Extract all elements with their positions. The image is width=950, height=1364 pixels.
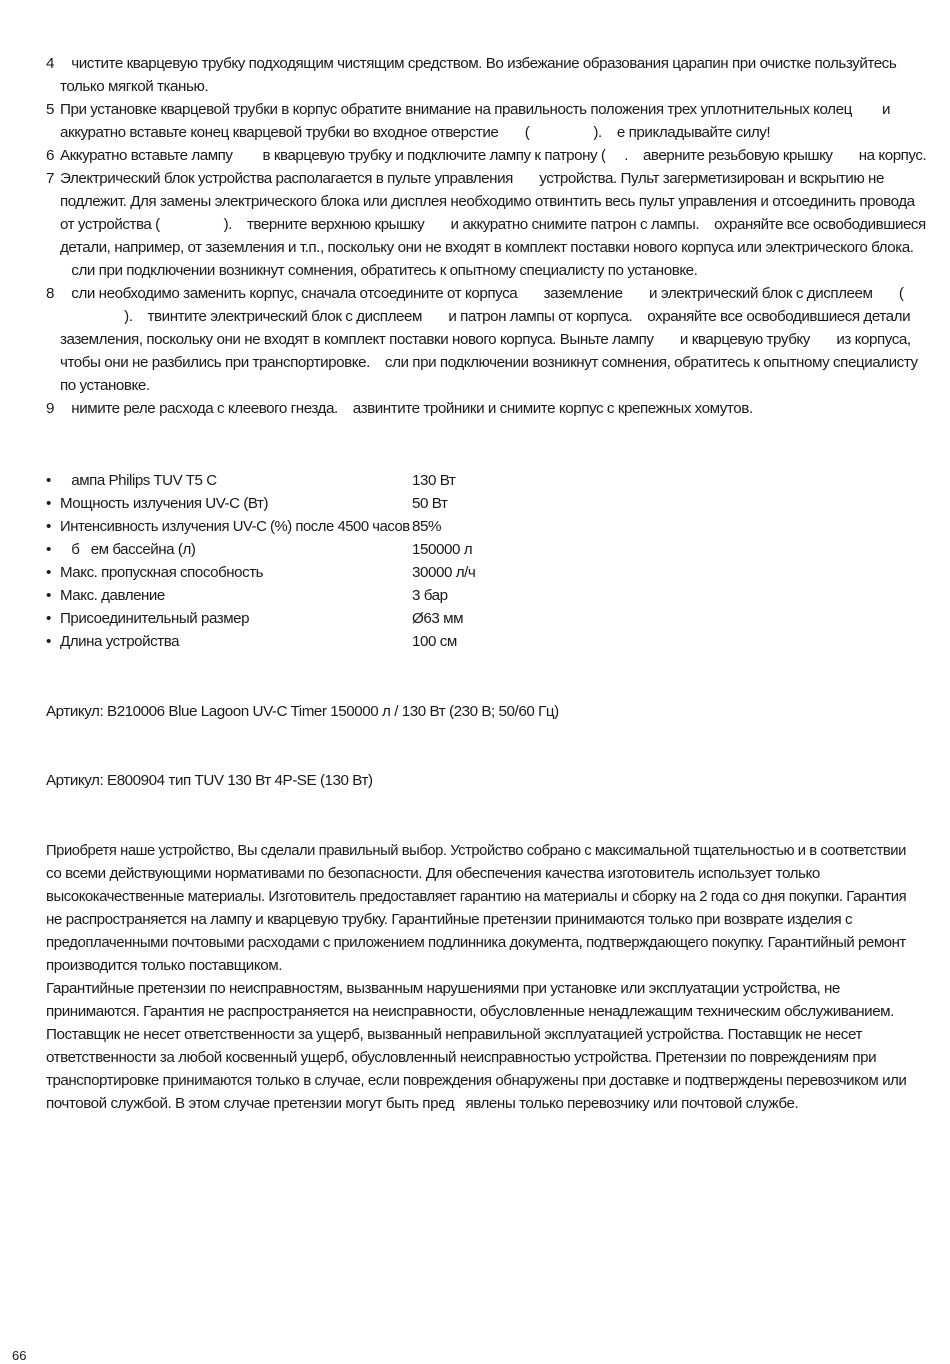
spec-row [46, 584, 646, 607]
spec-value: 50 Вт [412, 495, 448, 512]
step-number: 8 [46, 285, 54, 302]
spec-value: 30000 л/ч [412, 564, 476, 581]
spec-label: Интенсивность излучения UV-C (%) после 4500 часов [60, 518, 410, 535]
step-line: нимите реле расхода с клеевого гнезда. азвинтите тройники и снимите корпус с крепежных хомутов. [60, 400, 753, 417]
spec-row [46, 515, 646, 538]
spec-value: 100 см [412, 633, 457, 650]
step-number: 4 [46, 55, 54, 72]
step-5 [46, 98, 926, 144]
step-line: аккуратно вставьте конец кварцевой трубки во входное отверстие ( ). е прикладывайте силу! [60, 124, 771, 141]
spec-row [46, 561, 646, 584]
spec-row [46, 469, 646, 492]
step-line: сли необходимо заменить корпус, сначала отсоедините от корпуса заземление и электрический блок с дисплеем ( [60, 285, 904, 302]
warranty-line: высококачественные материалы. Изготовитель предоставляет гарантию на материалы и сборку на 2 года со дня покупки. Гарантия [46, 888, 907, 905]
article-lamp: Артикул: E800904 тип TUV 130 Вт 4P-SE (130 Вт) [46, 772, 373, 789]
step-number: 7 [46, 170, 54, 187]
warranty-line: Приобретя наше устройство, Вы сделали правильный выбор. Устройство собрано с максимальной тщательностью и в соответствии [46, 842, 906, 859]
warranty-line: предоплаченными почтовыми расходами с приложением подлинника документа, подтверждающего покупку. Гарантийный ремонт [46, 934, 906, 951]
spec-label: Присоединительный размер [60, 610, 250, 627]
spec-label: Макс. пропускная способность [60, 564, 264, 581]
warranty-line: ответственности за любой косвенный ущерб, обусловленный неисправностью устройства. Претензии по повреждениям при [46, 1049, 877, 1066]
bullet-icon: • [46, 495, 51, 512]
step-line: подлежит. Для замены электрического блока или дисплея необходимо отвинтить весь пульт управления и отсоединить провода [60, 193, 915, 210]
step-line: Электрический блок устройства располагается в пульте управления устройства. Пульт загерметизирован и вскрытию не [60, 170, 884, 187]
spec-label: б ем бассейна (л) [60, 541, 196, 558]
step-line: от устройства ( ). тверните верхнюю крышку и аккуратно снимите патрон с лампы. охраняйте все освободившиеся [60, 216, 926, 233]
bullet-icon: • [46, 587, 51, 604]
spec-row [46, 538, 646, 561]
bullet-icon: • [46, 564, 51, 581]
technical-specs-list [46, 469, 646, 653]
step-line: чистите кварцевую трубку подходящим чистящим средством. Во избежание образования царапин при очистке пользуйтесь [60, 55, 897, 72]
warranty-line: производится только поставщиком. [46, 957, 282, 974]
spec-label: Длина устройства [60, 633, 180, 650]
step-number: 9 [46, 400, 54, 417]
step-number: 5 [46, 101, 54, 118]
warranty-paragraph-1 [46, 839, 914, 977]
spec-value: 85% [412, 518, 442, 535]
spec-value: 150000 л [412, 541, 473, 558]
spec-label: Макс. давление [60, 587, 165, 604]
spec-row [46, 630, 646, 653]
step-6 [46, 144, 926, 167]
warranty-line: со всеми действующими нормативами по безопасности. Для обеспечения качества изготовитель использует только [46, 865, 820, 882]
bullet-icon: • [46, 518, 51, 535]
bullet-icon: • [46, 541, 51, 558]
step-7 [46, 167, 926, 282]
step-4 [46, 52, 926, 98]
step-line: детали, например, от заземления и т.п., поскольку они не входят в комплект поставки нового корпуса или электрического блока. [60, 239, 914, 256]
step-line: только мягкой тканью. [60, 78, 209, 95]
bullet-icon: • [46, 472, 51, 489]
bullet-icon: • [46, 633, 51, 650]
step-line: При установке кварцевой трубки в корпус обратите внимание на правильность положения трех уплотнительных колец и [60, 101, 891, 118]
warranty-line: Поставщик не несет ответственности за ущерб, вызванный неправильной эксплуатацией устройства. Поставщик не несет [46, 1026, 862, 1043]
step-number: 6 [46, 147, 54, 164]
step-line: заземления, поскольку они не входят в комплект поставки нового корпуса. Выньте лампу и кварцевую трубку из корпуса, [60, 331, 911, 348]
warranty-text [46, 839, 914, 1115]
spec-label: ампа Philips TUV T5 C [60, 472, 217, 489]
page-number: 66 [12, 1348, 27, 1363]
step-line: по установке. [60, 377, 150, 394]
spec-row [46, 607, 646, 630]
warranty-line: Гарантийные претензии по неисправностям, вызванным нарушениями при установке или эксплуатации устройства, не [46, 980, 840, 997]
step-8 [46, 282, 926, 397]
warranty-paragraph-2 [46, 977, 914, 1115]
maintenance-steps [46, 52, 926, 420]
warranty-line: транспортировке принимаются только в случае, если повреждения обнаружены при доставке и подтверждены перевозчиком или [46, 1072, 907, 1089]
step-line: чтобы они не разбились при транспортировке. сли при подключении возникнут сомнения, обратитесь к опытному специалисту [60, 354, 918, 371]
spec-label: Мощность излучения UV-C (Вт) [60, 495, 269, 512]
spec-value: 3 бар [412, 587, 448, 604]
spec-value: 130 Вт [412, 472, 456, 489]
bullet-icon: • [46, 610, 51, 627]
warranty-line: не распространяется на лампу и кварцевую трубку. Гарантийные претензии принимаются только при возврате изделия с [46, 911, 853, 928]
step-line: ). твинтите электрический блок с дисплеем и патрон лампы от корпуса. охраняйте все освободившиеся детали [60, 308, 911, 325]
step-line: сли при подключении возникнут сомнения, обратитесь к опытному специалисту по установке. [60, 262, 698, 279]
step-9 [46, 397, 926, 420]
article-device: Артикул: B210006 Blue Lagoon UV-C Timer 150000 л / 130 Вт (230 В; 50/60 Гц) [46, 703, 559, 720]
spec-value: Ø63 мм [412, 610, 464, 627]
warranty-line: почтовой службой. В этом случае претензии могут быть пред явлены только перевозчику или почтовой службе. [46, 1095, 799, 1112]
warranty-line: принимаются. Гарантия не распространяется на неисправности, обусловленные ненадлежащим техническим обслуживанием. [46, 1003, 894, 1020]
step-line: Аккуратно вставьте лампу в кварцевую трубку и подключите лампу к патрону ( . аверните резьбовую крышку на корпус. [60, 147, 927, 164]
spec-row [46, 492, 646, 515]
